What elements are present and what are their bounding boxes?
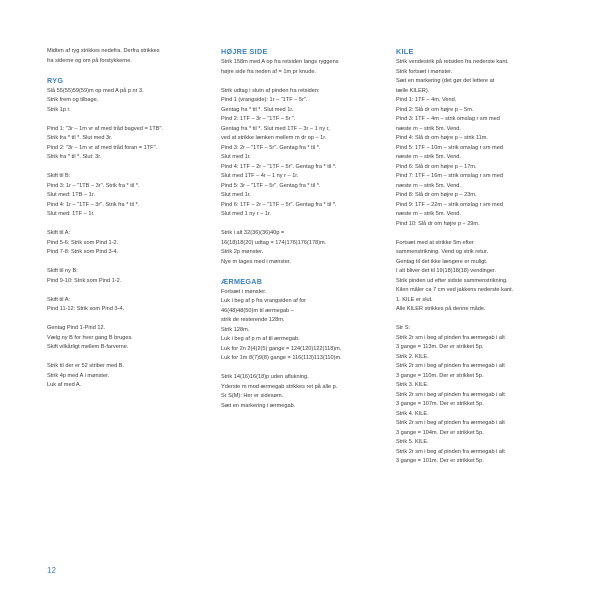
paragraph-gap [47, 286, 202, 296]
text-block [47, 296, 202, 315]
text-line: Strik vendestrik på retsiden fra nederste kant. [396, 59, 509, 65]
text-line: Pind 5: 1TF – 10m – strik omslag r sm med [396, 144, 503, 151]
text-line: Skift til B: [47, 173, 71, 179]
text-line: Pind 3: 1TF – 4m – strik omslag r sm med [396, 116, 500, 122]
text-line: Pind 6: 1TF – 2r – "1TF – 5r". Gentag fra * til *. [221, 201, 337, 208]
text-line: Gentag til det ikke længere er muligt. [396, 258, 488, 265]
paragraph-gap [47, 66, 202, 76]
text-block [221, 87, 381, 220]
text-line: Luk af med A. [47, 382, 82, 388]
text-line: Strik 1p r. [47, 106, 71, 113]
text-line: næste m – strik 5m. Vend. [396, 182, 461, 189]
text-line: Slut med 1 ny r – 1r. [221, 211, 272, 217]
text-line: Pind 9: 1TF – 22m – strik omslag r sm med [396, 201, 503, 208]
text-line: Pind 3: 2r – "1TF – 5r". Gentag fra * til *. [221, 144, 321, 151]
text-line: Strik 2r sm i beg af pinden fra ærmegab i alt [396, 420, 505, 426]
section-heading: KILE [396, 47, 414, 56]
text-line: næste m – strik 5m. Vend. [396, 211, 461, 217]
text-line: Pind 1: 1TF – 4m. Vend. [396, 97, 457, 103]
text-line: Strik fra * til *. Slut: 3r. [47, 154, 102, 160]
paragraph-gap [47, 220, 202, 230]
section-heading: ÆRMEGAB [221, 276, 263, 286]
text-line: 16(18)18(20) udtag = 174(176)176(178)m. [221, 239, 327, 246]
paragraph-gap [396, 229, 566, 239]
text-column-left [47, 47, 202, 391]
text-line: Strik 4p med A i mønster. [47, 372, 110, 379]
text-line: Pind 4: 1r – "1TF – 3r". Strik fra * til *. [47, 201, 140, 208]
text-block [47, 229, 202, 258]
text-line: Strik 158m med A op fra retsiden langs ryggens [221, 59, 339, 65]
text-line: Skift til A: [47, 296, 71, 303]
paragraph-gap [221, 220, 381, 230]
text-line: Strik 2r sm i beg af pinden fra ærmegab i alt [396, 391, 505, 398]
text-line: Fortsæt i mønster. [221, 288, 267, 295]
text-line: Pind 5: 3r – "1TF – 5r". Gentag fra * til *. [221, 182, 321, 189]
text-block [47, 267, 202, 286]
text-line: Slå 55(55)59(59)m op med A på p nr 3. [47, 87, 144, 94]
section-heading: HØJRE SIDE [221, 47, 268, 56]
text-line: Nye m tages med i mønster. [221, 258, 291, 265]
text-line: Strik 2. KILE. [396, 353, 429, 360]
text-line: Pind 9-10: Strik som Pind 1-2. [47, 277, 122, 284]
paragraph-gap [221, 77, 381, 87]
text-line: Sæt en markering (det gør det lettere at [396, 78, 495, 84]
text-block [47, 47, 202, 66]
page-number: 12 [47, 566, 56, 575]
text-line: Skift til A: [47, 230, 71, 236]
section-heading: RYG [47, 75, 64, 85]
text-line: Strik frem og tilbage. [47, 97, 99, 103]
text-line: Pind 10: Slå dr om højre p – 29m. [396, 220, 480, 227]
text-line: Strik pinden ud efter sidste sammenstrikning. [396, 277, 508, 284]
text-line: Strik 5. KILE. [396, 439, 429, 445]
text-line: Pind 2: "3r – 1m vr af med tråd foran = 1TF". [47, 144, 158, 151]
text-line: Pind 1: "3r – 1m vr af med tråd bagved = 1TB". [47, 125, 164, 132]
text-line: Luk i beg af p fra vrangsiden af for [221, 298, 306, 304]
text-line: 3 gange = 101m. Der er strikket 5p. [396, 458, 484, 464]
text-line: Strik 2r sm i beg af pinden fra ærmegab i alt [396, 334, 505, 341]
text-line: Kilen måler ca 7 cm ved jakkens nederste kant. [396, 287, 514, 293]
paragraph-gap [221, 364, 381, 374]
text-line: Vælg ny B for hver gang B bruges. [47, 334, 133, 341]
text-line: Gentag Pind 1-Pind 12. [47, 325, 106, 331]
text-block [396, 47, 566, 229]
text-line: Pind 11-12: Strik som Pind 3-4. [47, 306, 125, 312]
text-line: Pind 2: 1TF – 3r – "1TF – 5r ". [221, 116, 296, 122]
paragraph-gap [47, 115, 202, 125]
text-line: Strik til der er 52 striber med B. [47, 363, 125, 369]
text-block [47, 125, 202, 163]
text-line: Midten af ryg strikkes nedefra. Derfra strikkes [47, 48, 160, 54]
text-line: Pind 4: Slå dr om højre p – strik 11m. [396, 135, 488, 141]
paragraph-gap [47, 163, 202, 173]
paragraph-gap [396, 315, 566, 325]
text-line: Strik 128m. [221, 326, 250, 333]
text-line: 3 gange = 107m. Der er strikket 5p. [396, 401, 484, 407]
text-line: Strik 2r sm i beg af pinden fra ærmegab i alt [396, 363, 505, 369]
text-line: Strik 2p mønster. [221, 249, 264, 255]
text-line: sammenstrikning. Vend og strik retur. [396, 249, 489, 255]
text-line: Strik udtag i slutn af pinden fra retsiden: [221, 87, 320, 94]
paragraph-gap [47, 353, 202, 363]
text-line: Pind 2: Slå dr om højre p – 5m. [396, 106, 474, 113]
text-line: Slut med 1r. [221, 192, 251, 198]
text-line: Gentag fra * til *. Slut med 1TF – 3r – 1 ny r, [221, 125, 330, 132]
text-line: Slut med: 1TB – 1r. [47, 192, 95, 198]
text-line: Strik 4. KILE. [396, 410, 429, 417]
text-line: Luk for 2n 2(4)2(5) gange = 124(120)122(118)m. [221, 345, 342, 352]
text-line: næste m – strik 5m. Vend. [396, 154, 461, 160]
text-block [221, 373, 381, 411]
text-line: Strik 14(16)16(18)p uden aflukning. [221, 374, 309, 380]
text-block [396, 324, 566, 467]
text-line: Pind 7-8: Strik som Pind 3-4. [47, 249, 119, 255]
text-line: Fortsæt med at strikke 5m efter [396, 239, 474, 246]
text-line: Pind 6: Slå dr om højre p – 17m. [396, 163, 477, 170]
text-line: 3 gange = 110m. Der er strikket 5p. [396, 372, 484, 379]
text-block [47, 76, 202, 116]
text-line: Slut med: 1TF – 1r. [47, 211, 95, 217]
text-line: fra siderne og om på forstykkerne. [47, 57, 132, 64]
text-line: Sr S(M): Her er sidesøm. [221, 393, 284, 399]
text-block [221, 277, 381, 364]
text-line: 46(48)48(50)m til ærmegab – [221, 307, 294, 314]
text-line: Pind 3: 1r – "1TB – 3r". Strik fra * til *. [47, 182, 140, 189]
paragraph-gap [221, 267, 381, 277]
text-line: Pind 8: Slå dr om højre p – 23m. [396, 192, 477, 198]
text-line: Yderste m mod ærmegab strikkes ret på alle p. [221, 383, 338, 390]
text-line: Strik 2r sm i beg af pinden fra ærmegab i alt [396, 448, 505, 455]
text-column-right [396, 47, 566, 467]
text-line: Luk i beg af p m af til ærmegab. [221, 336, 300, 342]
text-line: ved at strikke lænken mellem m dr op – 1r. [221, 135, 327, 141]
text-line: Str S: [396, 325, 410, 331]
text-line: Pind 1 (vrangside): 1r – "1TF – 5r". [221, 97, 308, 103]
text-line: Pind 4: 1TF – 2r – "1TF – 5r". Gentag fra * til *. [221, 163, 337, 170]
paragraph-gap [47, 258, 202, 268]
text-block [47, 172, 202, 220]
text-line: Strik i alt 32(36)(36)40p = [221, 230, 285, 236]
text-line: Pind 7: 1TF – 16m – strik omslag r sm med [396, 173, 503, 179]
text-line: 3 gange = 104m. Der er strikket 5p. [396, 429, 484, 436]
text-line: tælle KILER). [396, 87, 430, 94]
text-line: Slut med 1r. [221, 154, 251, 160]
text-block [221, 47, 381, 77]
text-line: 3 gange = 113m. Der er strikket 5p. [396, 344, 484, 350]
text-line: Gentag fra * til *. Slut med 1r. [221, 106, 294, 113]
text-line: I alt bliver det til 19(18)18(18) vendinger. [396, 268, 497, 274]
text-line: Sæt en markering i ærmegab. [221, 402, 296, 409]
paragraph-gap [47, 315, 202, 325]
text-line: Skift til ny B: [47, 268, 78, 274]
text-line: Strik fra * til *. Slut med 3r. [47, 135, 113, 141]
text-line: Skift vilkårligt mellem B-farverne. [47, 344, 129, 350]
text-column-middle [221, 47, 381, 411]
text-line: Luk for 1m 8(7)9(8) gange = 116(113)113(110)m. [221, 355, 342, 361]
text-line: Strik fortsæt i mønster. [396, 68, 453, 75]
text-block [47, 362, 202, 391]
text-line: Alle KILER strikkes på denne måde. [396, 306, 486, 312]
text-line: næste m – strik 5m. Vend. [396, 125, 461, 132]
text-line: Slut med 1TF – 4r – 1 ny r – 1r. [221, 173, 299, 179]
text-block [47, 324, 202, 353]
text-line: strik de resterende 128m. [221, 317, 285, 323]
text-line: Pind 5-6: Strik som Pind 1-2. [47, 239, 119, 246]
text-line: Strik 3. KILE. [396, 382, 429, 388]
text-block [396, 239, 566, 315]
text-line: 1. KILE er slut. [396, 296, 433, 303]
text-block [221, 229, 381, 267]
text-line: højre side fra neden af = 1m pr knude. [221, 68, 316, 75]
